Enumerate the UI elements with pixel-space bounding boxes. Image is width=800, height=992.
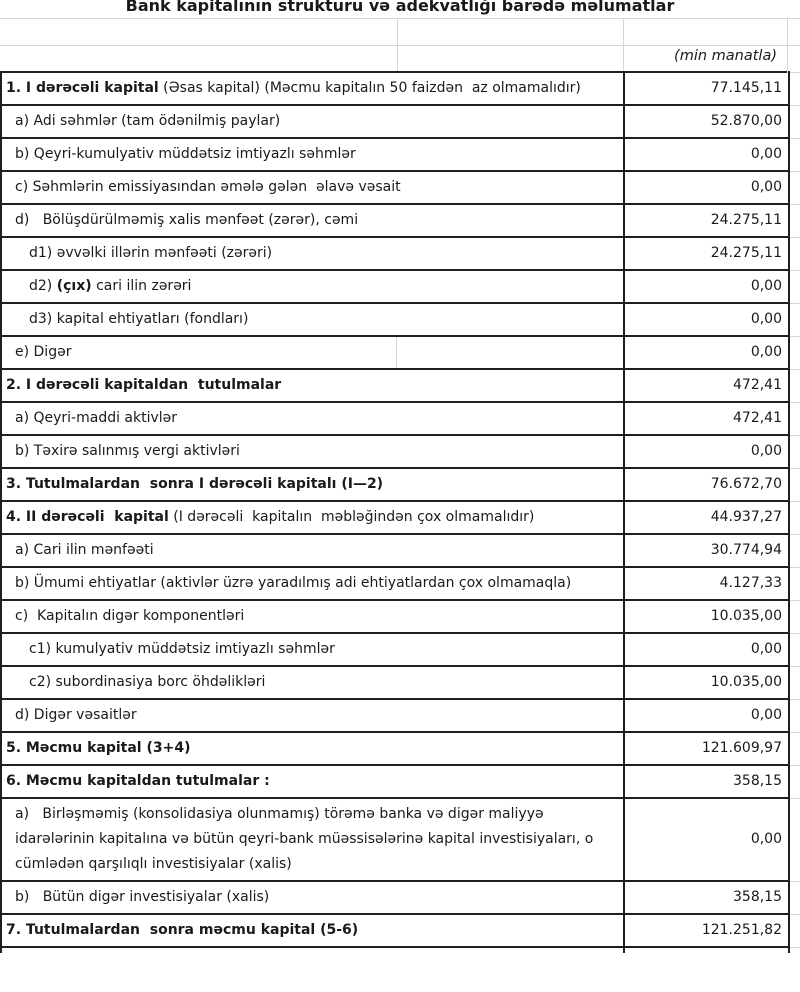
partial-row-body <box>1 947 800 953</box>
empty-cell <box>624 19 788 45</box>
row-label-text-rest: (Əsas kapital) (Məcmu kapitalın 50 faizdən az olmamalıdır) <box>158 80 581 96</box>
row-label-cell <box>1 666 624 699</box>
row-label-text: c1) kumulyativ müddətsiz imtiyazlı səhmlər <box>29 641 335 657</box>
row-label-cell <box>1 567 624 600</box>
row-label-text: d) Bölüşdürülməmiş xalis mənfəət (zərər), cəmi <box>15 212 359 228</box>
row-label-cell <box>1 468 624 501</box>
table-row <box>1 105 800 138</box>
row-label-text-rest: cari ilin zərəri <box>91 278 192 294</box>
row-label-cell <box>1 600 624 633</box>
row-label-cell <box>1 138 624 171</box>
row-label-text: b) Qeyri-kumulyativ müddətsiz imtiyazlı səhmlər <box>15 146 356 162</box>
row-value-cell: 10.035,00 <box>624 600 789 633</box>
gridline-sliver <box>789 303 800 336</box>
table-row <box>1 600 800 633</box>
row-label-bold-text: 6. Məcmu kapitaldan tutulmalar : <box>6 773 270 789</box>
table-row <box>1 468 800 501</box>
gridline-sliver <box>789 765 800 798</box>
table-row <box>1 798 800 881</box>
gridline-sliver <box>789 881 800 914</box>
row-value-cell: 0,00 <box>624 699 789 732</box>
unit-note: (min manatla) <box>624 46 788 73</box>
gridline-sliver <box>789 72 800 105</box>
row-value-cell: 472,41 <box>624 369 789 402</box>
gridline-sliver <box>789 105 800 138</box>
table-row <box>1 270 800 303</box>
empty-cell <box>398 46 624 71</box>
row-value-cell: 30.774,94 <box>624 534 789 567</box>
gridline-sliver <box>789 171 800 204</box>
gridline-sliver <box>789 435 800 468</box>
row-value-cell: 358,15 <box>624 881 789 914</box>
gridline-sliver <box>789 534 800 567</box>
row-label-text: b) Bütün digər investisiyalar (xalis) <box>15 889 270 905</box>
row-label-text: e) Digər <box>15 344 72 360</box>
sheet-header <box>0 0 800 71</box>
row-label-bold-text: 5. Məcmu kapital (3+4) <box>6 740 191 756</box>
row-label-text: a) Adi səhmlər (tam ödənilmiş paylar) <box>15 113 281 129</box>
row-value-cell: 44.937,27 <box>624 501 789 534</box>
row-label-cell <box>1 881 624 914</box>
empty-cell <box>788 46 800 71</box>
row-label-bold-text: 2. I dərəcəli kapitaldan tutulmalar <box>6 377 282 393</box>
gridline-sliver <box>789 947 800 953</box>
row-label-cell <box>1 798 624 881</box>
table-row <box>1 633 800 666</box>
row-label-bold-text: 3. Tutulmalardan sonra I dərəcəli kapitalı (I—2) <box>6 476 384 492</box>
table-row <box>1 138 800 171</box>
row-value-cell: 0,00 <box>624 798 789 881</box>
row-label-text: b) Təxirə salınmış vergi aktivləri <box>15 443 240 459</box>
clipped-bottom-row <box>1 947 800 953</box>
row-value-cell: 358,15 <box>624 765 789 798</box>
row-label-cell <box>1 204 624 237</box>
row-label-text: a) Birləşməmiş (konsolidasiya olunmamış) törəmə banka və digər maliyyə idarələrinin kapitalına və bütün qeyri-bank müəssisələrinə kapital investisiyaları, o cümlədən qarşılıqlı investisiyalar (xalis) <box>15 806 598 872</box>
row-label-cell <box>1 699 624 732</box>
row-label-cell <box>1 336 624 369</box>
table-row <box>1 237 800 270</box>
gridline-sliver <box>789 468 800 501</box>
table-row <box>1 881 800 914</box>
row-label-cell <box>1 435 624 468</box>
gridline-sliver <box>789 666 800 699</box>
row-label-cell <box>1 72 624 105</box>
row-label-text: c2) subordinasiya borc öhdəlikləri <box>29 674 266 690</box>
row-label-cell <box>1 633 624 666</box>
table-row <box>1 369 800 402</box>
row-label-cell <box>1 369 624 402</box>
gridline-sliver <box>789 369 800 402</box>
row-value-cell: 0,00 <box>624 336 789 369</box>
row-label-text: c) Səhmlərin emissiyasından əmələ gələn əlavə vəsait <box>15 179 401 195</box>
row-label-bold-text: (çıx) <box>56 278 92 294</box>
gridline-sliver <box>789 270 800 303</box>
table-row <box>1 303 800 336</box>
gridline-sliver <box>789 501 800 534</box>
row-value-cell: 121.609,97 <box>624 732 789 765</box>
table-row <box>1 765 800 798</box>
table-row <box>1 699 800 732</box>
row-value-cell: 0,00 <box>624 435 789 468</box>
row-label-cell <box>1 501 624 534</box>
row-value-cell: 0,00 <box>624 303 789 336</box>
table-row <box>1 336 800 369</box>
row-value-cell: 10.035,00 <box>624 666 789 699</box>
table-row <box>1 402 800 435</box>
row-value-cell <box>624 947 789 953</box>
row-label-text: d2) <box>29 278 57 294</box>
row-label-cell <box>1 237 624 270</box>
row-value-cell: 52.870,00 <box>624 105 789 138</box>
table-row <box>1 732 800 765</box>
row-value-cell: 0,00 <box>624 270 789 303</box>
row-value-cell: 0,00 <box>624 171 789 204</box>
row-label-bold-text: 7. Tutulmalardan sonra məcmu kapital (5-6) <box>6 922 359 938</box>
row-label-cell <box>1 402 624 435</box>
title-row <box>0 0 800 18</box>
row-label-bold-text: 4. II dərəcəli kapital <box>6 509 169 525</box>
row-label-cell <box>1 765 624 798</box>
empty-cell <box>0 19 398 45</box>
row-label-text: a) Qeyri-maddi aktivlər <box>15 410 178 426</box>
empty-grid-row <box>0 18 800 45</box>
capital-table <box>0 71 800 953</box>
table-row <box>1 501 800 534</box>
table-body <box>1 72 800 947</box>
gridline-sliver <box>789 567 800 600</box>
gridline-sliver <box>789 914 800 947</box>
table-row <box>1 204 800 237</box>
row-label-text: c) Kapitalın digər komponentləri <box>15 608 245 624</box>
row-label-cell <box>1 534 624 567</box>
row-label-text: d1) əvvəlki illərin mənfəəti (zərəri) <box>29 245 273 261</box>
gridline-sliver <box>789 402 800 435</box>
row-value-cell: 76.672,70 <box>624 468 789 501</box>
row-label-text: b) Ümumi ehtiyatlar (aktivlər üzrə yaradılmış adi ehtiyatlardan çox olmamaqla) <box>15 575 572 591</box>
row-label-cell <box>1 105 624 138</box>
row-label-cell <box>1 303 624 336</box>
unit-grid-row <box>0 45 800 73</box>
row-value-cell: 472,41 <box>624 402 789 435</box>
gridline-sliver <box>789 633 800 666</box>
table-row <box>1 914 800 947</box>
row-label-cell <box>1 270 624 303</box>
gridline-sliver <box>789 204 800 237</box>
table-row <box>1 72 800 105</box>
row-value-cell: 121.251,82 <box>624 914 789 947</box>
row-label-cell <box>1 732 624 765</box>
gridline-sliver <box>789 600 800 633</box>
row-value-cell: 77.145,11 <box>624 72 789 105</box>
gridline-sliver <box>789 798 800 881</box>
gridline-sliver <box>789 336 800 369</box>
row-label-cell <box>1 171 624 204</box>
row-label-cell <box>1 914 624 947</box>
table-row <box>1 435 800 468</box>
empty-cell <box>398 19 624 45</box>
row-label-text: d3) kapital ehtiyatları (fondları) <box>29 311 249 327</box>
empty-cell <box>788 19 800 45</box>
table-row <box>1 567 800 600</box>
empty-cell <box>0 46 398 71</box>
row-label-bold-text: 1. I dərəcəli kapital <box>6 80 159 96</box>
row-value-cell: 24.275,11 <box>624 204 789 237</box>
gridline-sliver <box>789 699 800 732</box>
row-label-cell <box>1 947 624 953</box>
row-value-cell: 24.275,11 <box>624 237 789 270</box>
table-row <box>1 666 800 699</box>
row-value-cell: 4.127,33 <box>624 567 789 600</box>
table-row <box>1 171 800 204</box>
row-value-cell: 0,00 <box>624 633 789 666</box>
row-label-text-rest: (I dərəcəli kapitalın məbləğindən çox olmamalıdır) <box>168 509 535 525</box>
row-label-text: d) Digər vəsaitlər <box>15 707 137 723</box>
gridline-sliver <box>789 732 800 765</box>
row-value-cell: 0,00 <box>624 138 789 171</box>
row-label-text: a) Cari ilin mənfəəti <box>15 542 154 558</box>
sheet-title: Bank kapitalının strukturu və adekvatlığı barədə məlumatlar <box>125 0 675 15</box>
table-row <box>1 534 800 567</box>
gridline-sliver <box>789 237 800 270</box>
gridline-sliver <box>789 138 800 171</box>
